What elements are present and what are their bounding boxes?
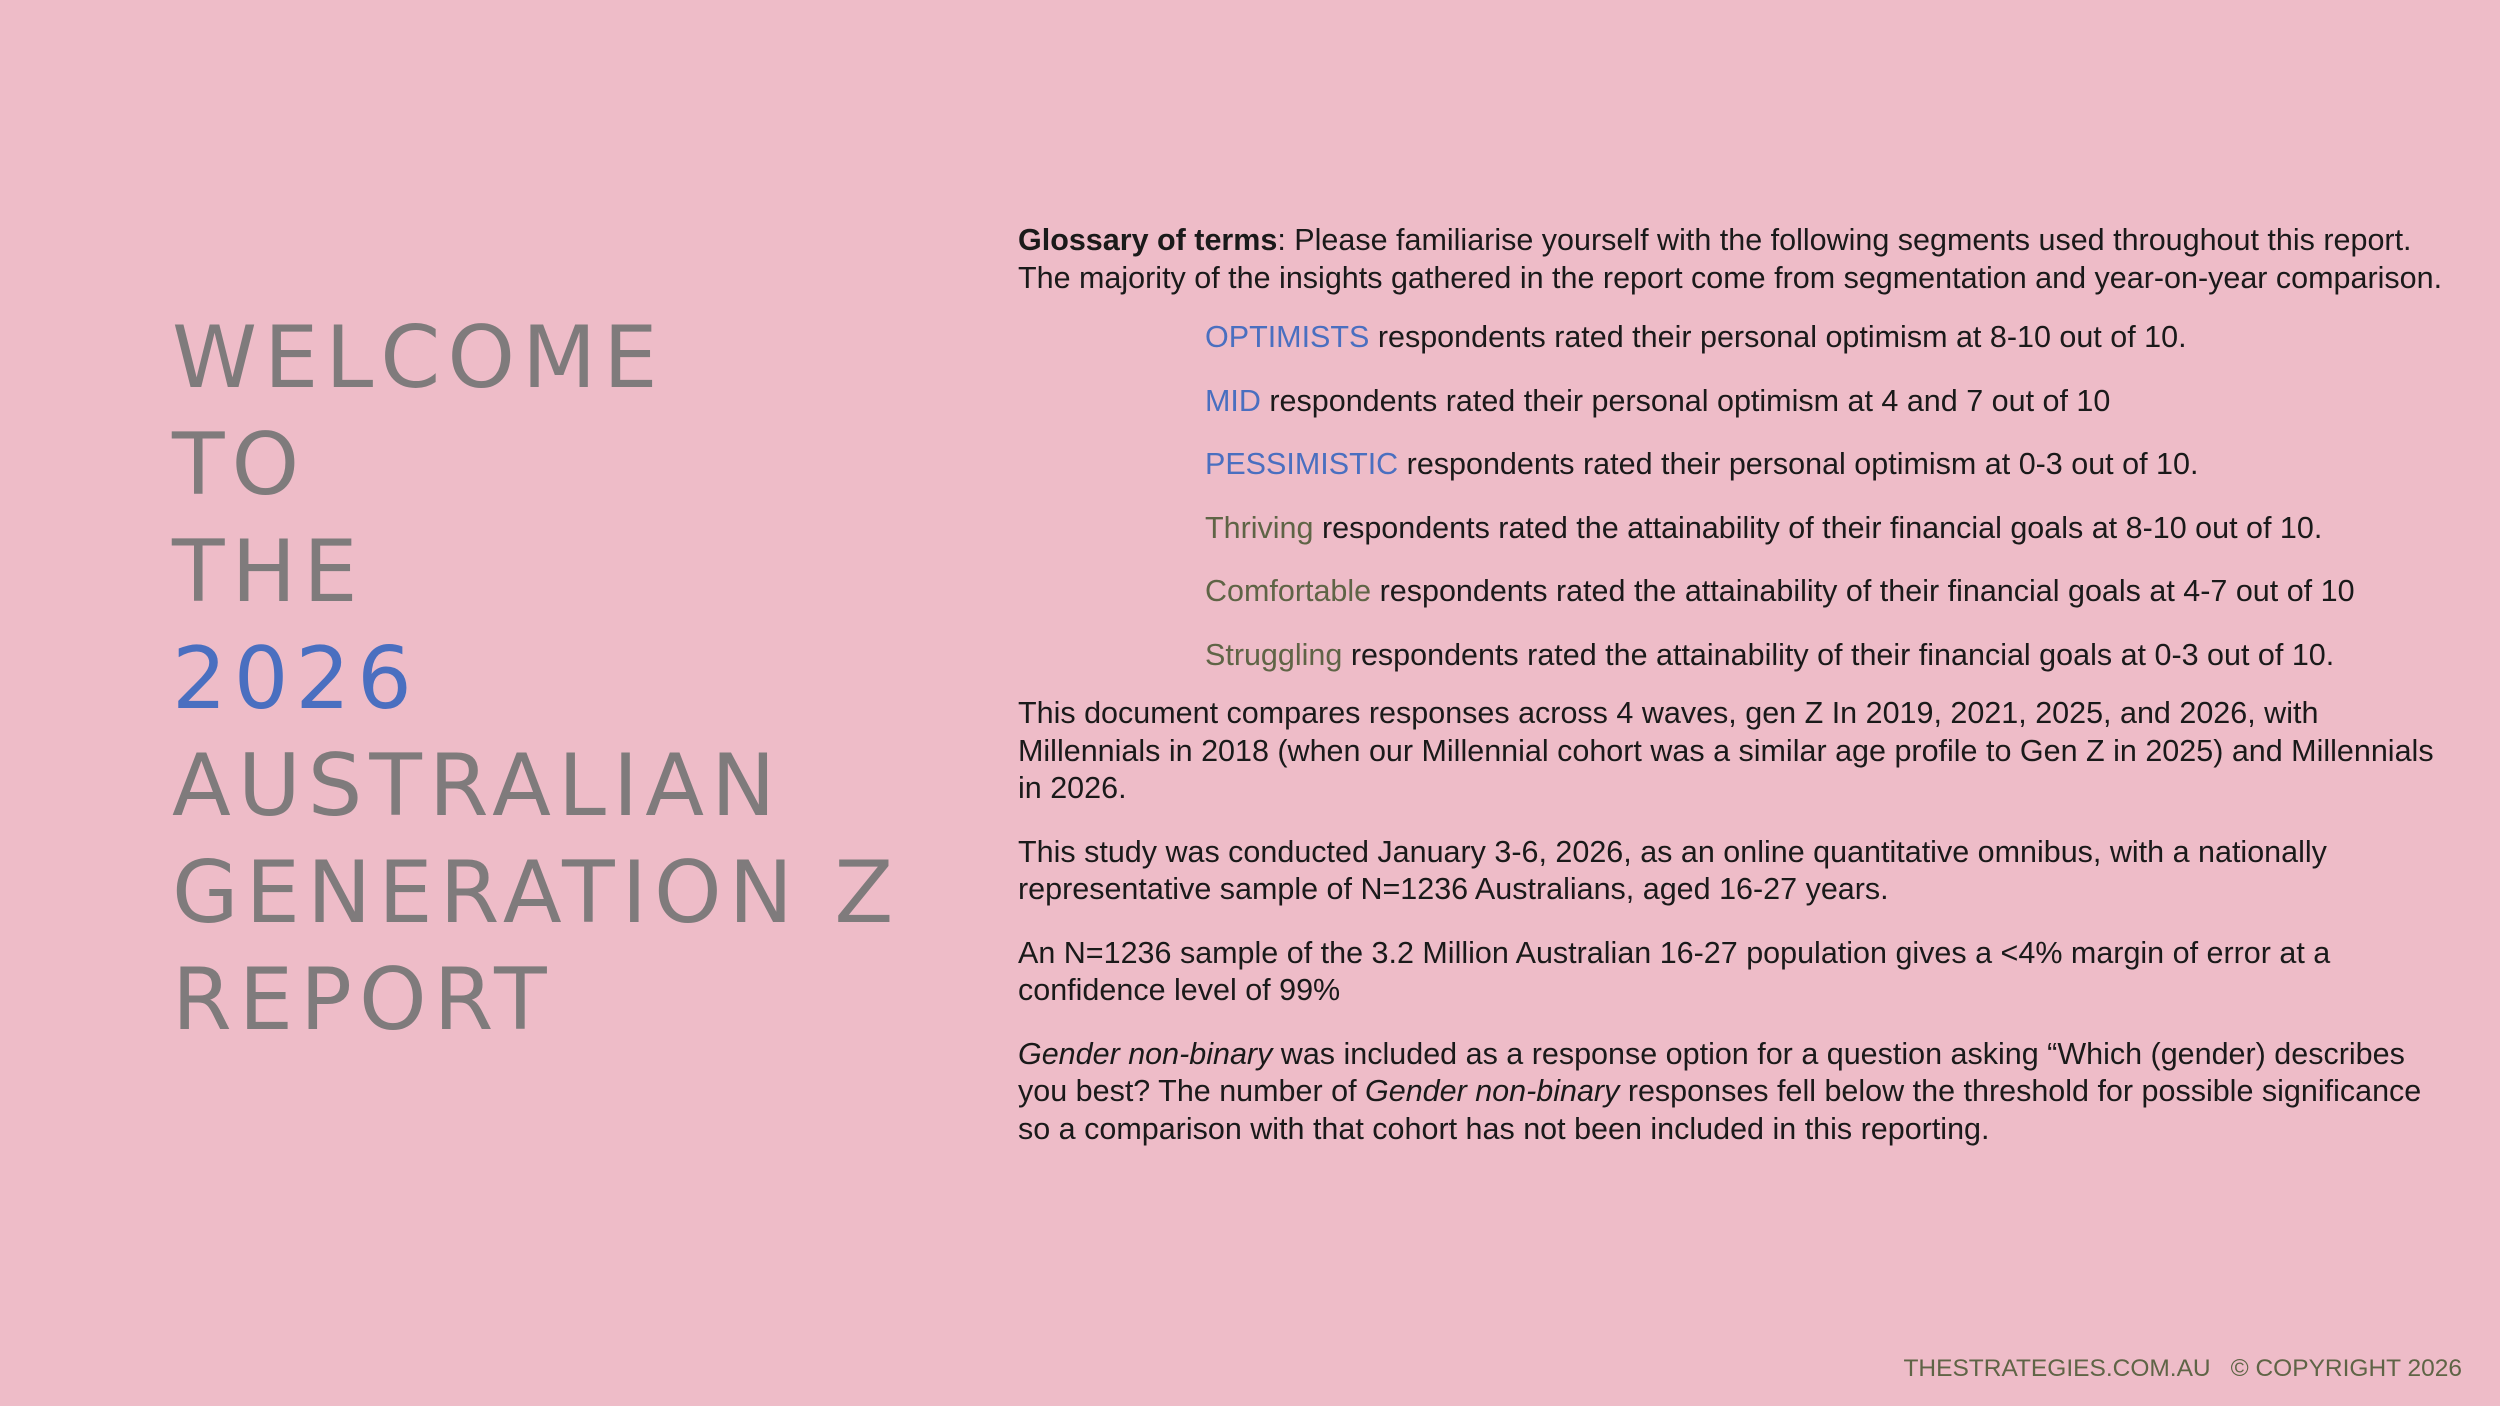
glossary-heading: Glossary of terms: [1018, 223, 1278, 257]
gender-text: was included as a response option for a question asking “Which (gender) describes you best? The number of: [1018, 1036, 2405, 1108]
glossary-intro-text: : Please familiarise yourself with the following segments used throughout this report. The majority of the insights gathered in the report come from segmentation and year-on-year comparison.: [1018, 223, 2443, 295]
segment-thriving: [1205, 510, 2458, 548]
content-column: [1018, 222, 2458, 1174]
glossary-intro: [1018, 222, 2458, 297]
segment-term: MID: [1205, 383, 1261, 418]
segment-description: respondents rated the attainability of their financial goals at 0-3 out of 10.: [1342, 637, 2335, 672]
segment-term: PESSIMISTIC: [1205, 447, 1399, 481]
segment-description: respondents rated their personal optimism at 0-3 out of 10.: [1398, 447, 2199, 481]
gender-paragraph: [1018, 1036, 2458, 1149]
footer-website: THESTRATEGIES.COM.AU: [1903, 1355, 2211, 1382]
segment-term: Struggling: [1205, 637, 1343, 672]
gender-term: Gender non-binary: [1018, 1036, 1273, 1071]
segment-term: Thriving: [1205, 510, 1314, 545]
segment-description: respondents rated their personal optimism at 8-10 out of 10.: [1369, 320, 2187, 354]
title-line-year: 2026: [172, 629, 419, 729]
title-line-australian: AUSTRALIAN: [172, 736, 783, 836]
title-line-report: REPORT: [172, 950, 554, 1050]
title-line-welcome: WELCOME: [172, 308, 665, 408]
footer: [1903, 1354, 2462, 1384]
title-line-generation-z: GENERATION Z: [172, 843, 901, 943]
segment-mid: [1205, 383, 2458, 421]
waves-paragraph: This document compares responses across 4 waves, gen Z In 2019, 2021, 2025, and 2026, with Millennials in 2018 (when our Millennial cohort was a similar age profile to Gen Z in 2025) and Millennials in 2026.: [1018, 696, 2434, 805]
segment-comfortable: [1205, 573, 2458, 611]
gender-text: responses fell below the threshold for possible significance so a comparison with that cohort has not been included in this reporting.: [1018, 1074, 2422, 1146]
footer-copyright: © COPYRIGHT 2026: [2230, 1355, 2462, 1382]
segment-term: OPTIMISTS: [1205, 320, 1370, 354]
gender-term: Gender non-binary: [1365, 1074, 1620, 1108]
segment-struggling: [1205, 637, 2458, 675]
methodology-paragraph: This study was conducted January 3-6, 2026, as an online quantitative omnibus, with a nationally representative sample of N=1236 Australians, aged 16-27 years.: [1018, 834, 2327, 906]
title-line-the: THE: [172, 522, 365, 622]
segment-optimists: [1205, 319, 2458, 357]
margin-of-error-paragraph: An N=1236 sample of the 3.2 Million Australian 16-27 population gives a <4% margin of error at a confidence level of 99%: [1018, 935, 2331, 1007]
segment-description: respondents rated the attainability of their financial goals at 4-7 out of 10: [1371, 574, 2355, 608]
report-title: [172, 305, 900, 1054]
segment-description: respondents rated the attainability of their financial goals at 8-10 out of 10.: [1313, 510, 2323, 545]
segment-description: respondents rated their personal optimism at 4 and 7 out of 10: [1260, 383, 2111, 418]
segment-term: Comfortable: [1205, 574, 1372, 608]
segment-definitions: [1205, 319, 2458, 674]
segment-pessimistic: [1205, 446, 2458, 484]
title-line-to: TO: [172, 415, 307, 515]
